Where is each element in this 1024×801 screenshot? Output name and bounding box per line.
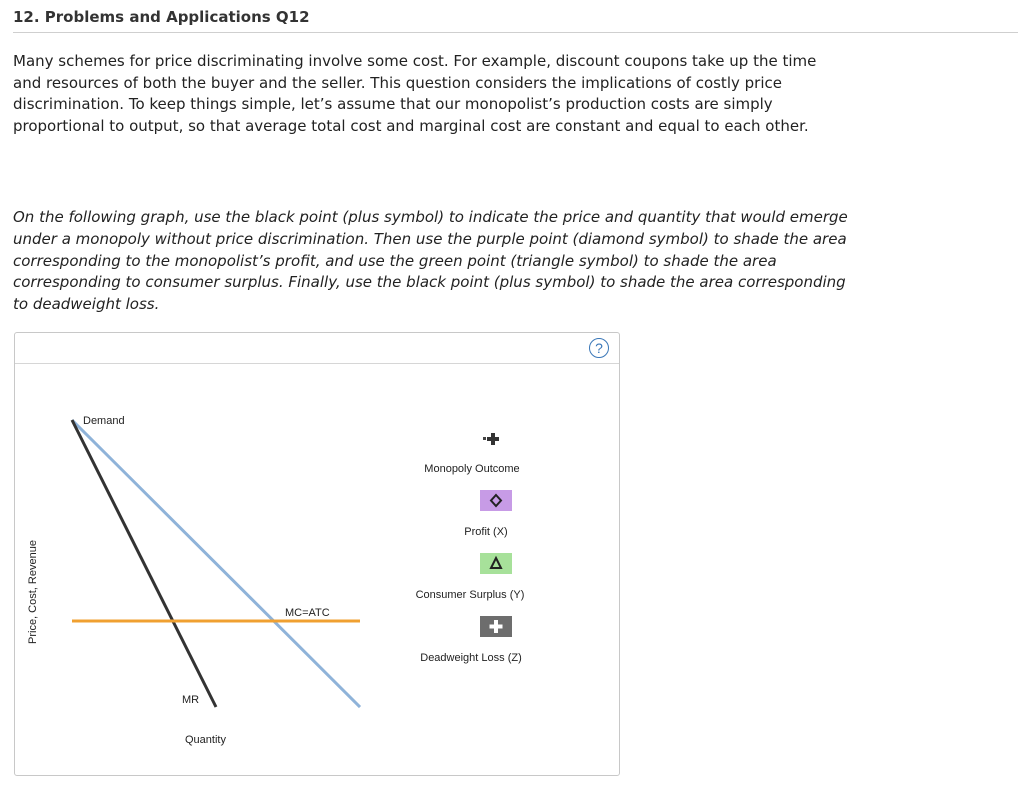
profit-label: Profit (X)	[464, 526, 508, 538]
consumer-surplus-label: Consumer Surplus (Y)	[415, 589, 525, 601]
intro-text: Many schemes for price discriminating involve some cost. For example, discount coupons take up the time and resources of both the buyer and the seller. This question considers the implications of costly price discrimination. To keep things simple, let’s assume that our monopolist’s production costs are simply proportional to output, so that average total cost and marginal cost are constant and equal to each other.	[13, 52, 817, 136]
mr-curve	[72, 420, 216, 707]
consumer-surplus-tool[interactable]	[480, 553, 512, 574]
title-divider	[13, 32, 1018, 33]
demand-label: Demand	[83, 415, 125, 427]
triangle-icon	[480, 553, 512, 574]
plus-icon	[480, 616, 512, 637]
x-axis-label: Quantity	[185, 734, 226, 746]
help-icon[interactable]: ?	[589, 338, 609, 358]
graph-canvas[interactable]	[15, 333, 619, 775]
plus-icon	[478, 429, 506, 447]
monopoly-outcome-label: Monopoly Outcome	[424, 463, 520, 475]
monopoly-outcome-tool[interactable]	[478, 429, 506, 447]
profit-tool[interactable]	[480, 490, 512, 511]
demand-curve	[72, 420, 360, 707]
question-title: 12. Problems and Applications Q12	[13, 8, 310, 26]
diamond-icon	[480, 490, 512, 511]
deadweight-loss-label: Deadweight Loss (Z)	[420, 652, 522, 664]
graph-panel	[14, 332, 620, 776]
mr-label: MR	[182, 694, 200, 706]
y-axis-label: Price, Cost, Revenue	[27, 540, 39, 644]
deadweight-loss-tool[interactable]	[480, 616, 512, 637]
mc-atc-label: MC=ATC	[285, 607, 330, 619]
instructions-text: On the following graph, use the black point (plus symbol) to indicate the price and quantity that would emerge under a monopoly without price discrimination. Then use the purple point (diamond symbol) to shade the area corresponding to the monopolist’s profit, and use the green point (triangle symbol) to shade the area corresponding to consumer surplus. Finally, use the black point (plus symbol) to shade the area corresponding to deadweight loss.	[13, 208, 848, 314]
